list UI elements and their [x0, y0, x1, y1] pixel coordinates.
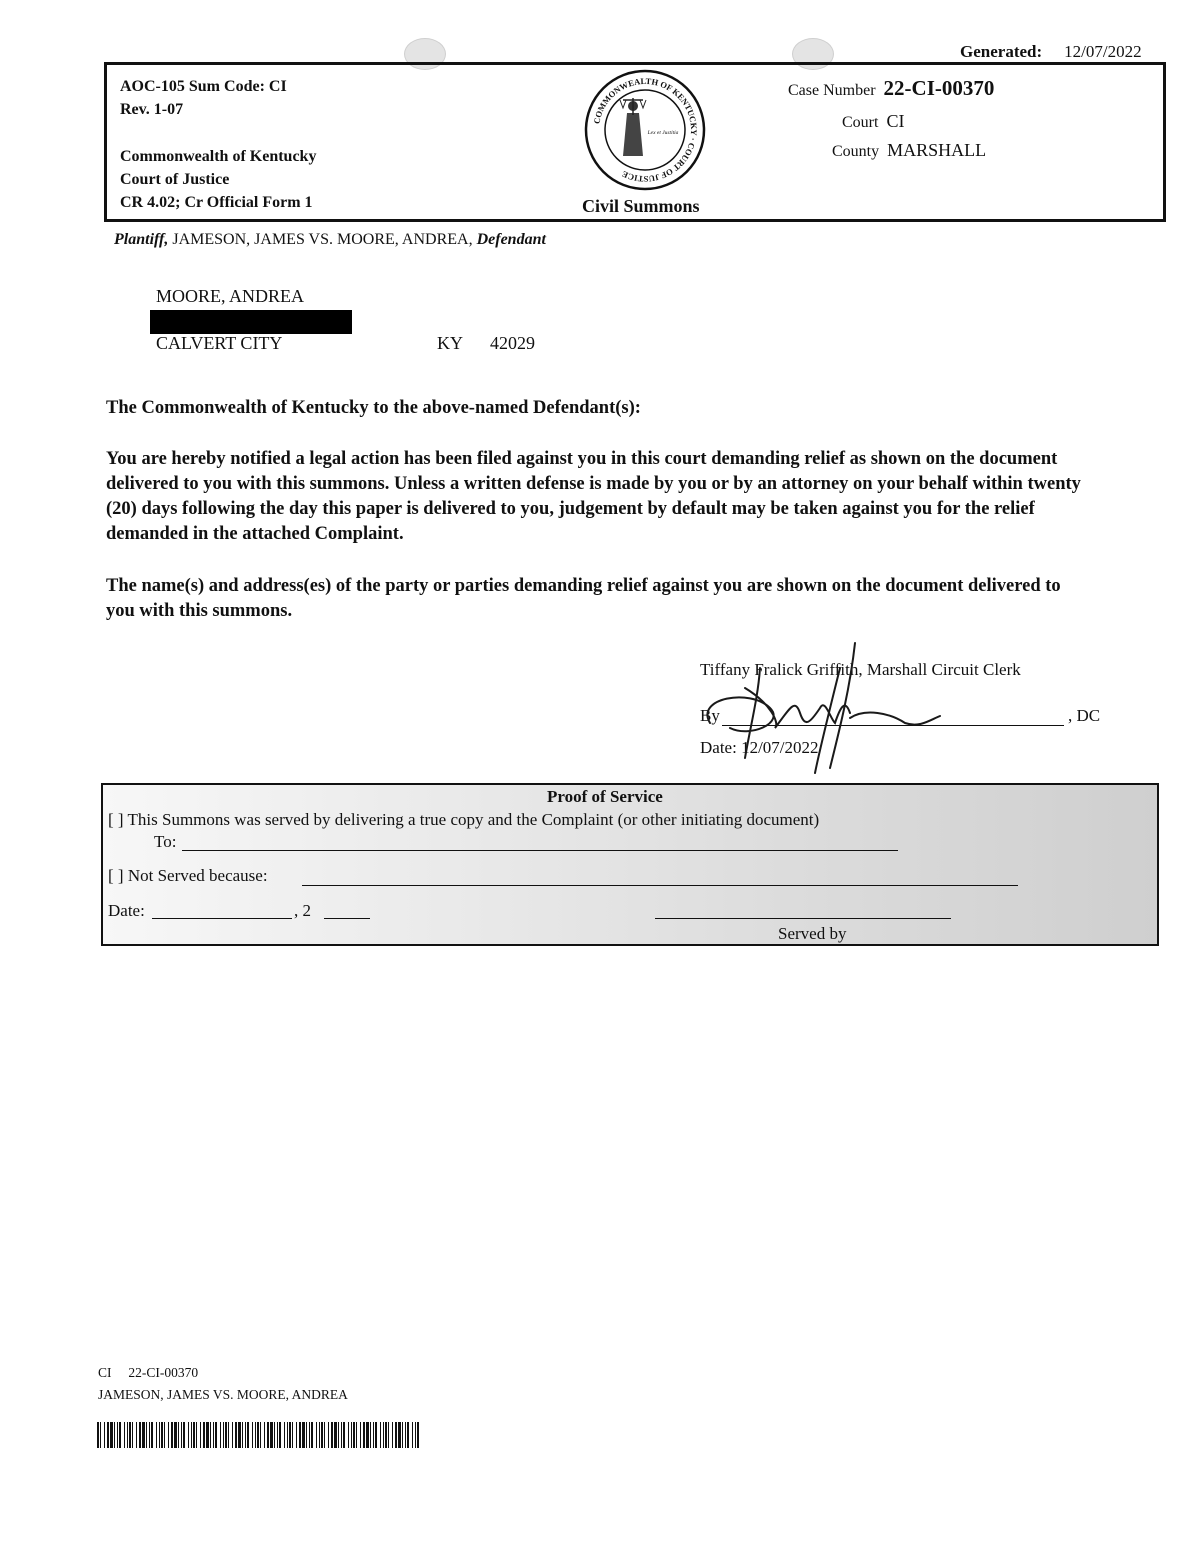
seal-motto: Lex et Justitia	[647, 130, 679, 136]
county-row	[832, 140, 986, 161]
plaintiff-label: Plantiff,	[114, 231, 169, 248]
case-number-label: Case Number	[788, 82, 876, 99]
service-year-prefix: , 2	[294, 901, 311, 920]
court-row	[842, 111, 904, 132]
generated-date	[960, 42, 1142, 62]
form-revision: Rev. 1-07	[120, 101, 184, 118]
footer-caption: JAMESON, JAMES VS. MOORE, ANDREA	[98, 1387, 348, 1402]
county-label: County	[832, 143, 880, 160]
served-option: [ ] This Summons was served by delivering a true copy and the Complaint (or other initiating document)	[108, 810, 820, 829]
defendant-label: Defendant	[476, 231, 546, 248]
served-to-label: To:	[154, 832, 177, 851]
defendant-state: KY	[437, 333, 463, 353]
notice-paragraph: You are hereby notified a legal action has been filed against you in this court demanding relief as shown on the document delivered to you with this summons. Unless a written defense is made by you or by an attorney on your behalf within twenty (20) days following the day this paper is delivered to you, judgement by default may be taken against you for the relief demanded in the attached Complaint.	[106, 449, 1081, 544]
by-label: By	[700, 706, 720, 725]
caption-names: JAMESON, JAMES VS. MOORE, ANDREA,	[172, 231, 473, 248]
seal-ring-text: COMMONWEALTH OF KENTUCKY · COURT OF JUSTICE	[591, 75, 700, 185]
case-caption	[114, 231, 546, 249]
county-value: MARSHALL	[887, 140, 987, 160]
form-title: Civil Summons	[582, 196, 700, 216]
served-to-line	[182, 850, 898, 851]
case-number-row	[788, 76, 994, 101]
service-date-line	[152, 918, 292, 919]
defendant-name: MOORE, ANDREA	[156, 286, 305, 306]
redacted-street-address	[150, 310, 352, 334]
parties-notice-paragraph: The name(s) and address(es) of the party or parties demanding relief against you are shown on the document delivered to you with this summons.	[106, 576, 1061, 621]
generated-label: Generated:	[960, 42, 1043, 61]
defendant-zip: 42029	[490, 333, 535, 353]
proof-of-service-box	[101, 783, 1159, 946]
barcode	[97, 1422, 421, 1448]
rule-reference: CR 4.02; Cr Official Form 1	[120, 194, 313, 211]
generated-value: 12/07/2022	[1064, 42, 1142, 61]
footer-court: CI	[98, 1365, 112, 1380]
form-code: AOC-105 Sum Code: CI	[120, 78, 287, 95]
greeting: The Commonwealth of Kentucky to the above-named Defendant(s):	[106, 398, 641, 418]
court-of-justice: Court of Justice	[120, 171, 230, 188]
handwritten-signature	[690, 628, 990, 778]
served-by-line	[655, 918, 951, 919]
proof-of-service-title: Proof of Service	[547, 787, 663, 806]
footer	[98, 1362, 348, 1406]
not-served-reason-line	[302, 885, 1018, 886]
court-seal-icon	[583, 68, 707, 192]
court-label: Court	[842, 114, 879, 131]
jurisdiction: Commonwealth of Kentucky	[120, 148, 317, 165]
court-value: CI	[886, 111, 905, 131]
served-by-label: Served by	[778, 924, 847, 943]
clerk-name: Tiffany Fralick Griffith, Marshall Circuit Clerk	[700, 660, 1021, 679]
footer-case-number: 22-CI-00370	[128, 1365, 199, 1380]
deputy-clerk-suffix: , DC	[1068, 706, 1101, 725]
service-date-label: Date:	[108, 901, 145, 920]
defendant-city: CALVERT CITY	[156, 333, 283, 353]
not-served-option: [ ] Not Served because:	[108, 866, 268, 885]
case-number: 22-CI-00370	[883, 76, 995, 100]
service-year-line	[324, 918, 370, 919]
footer-case-line	[98, 1362, 348, 1384]
signature-date: Date: 12/07/2022	[700, 738, 819, 757]
